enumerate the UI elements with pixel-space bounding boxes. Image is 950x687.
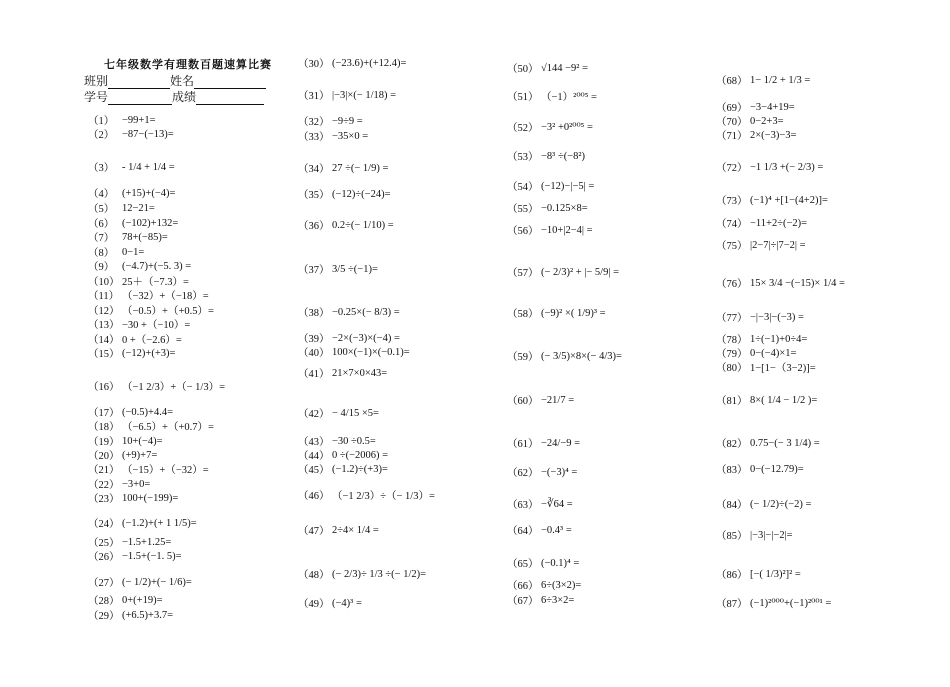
- problem-row: [298, 488, 435, 502]
- problem-expression: −|−3|−(−3) =: [750, 311, 804, 323]
- problem-expression: 1−[1−（3−2)]=: [750, 362, 816, 374]
- problem-number: （31）: [298, 90, 330, 102]
- problem-row: [507, 179, 594, 193]
- problem-number: （3）: [88, 162, 115, 174]
- problem-row: [298, 345, 410, 359]
- problem-expression: （−15）+（−32）=: [122, 464, 209, 476]
- problem-number: （14）: [88, 334, 120, 346]
- problem-number: （36）: [298, 220, 330, 232]
- problem-expression: 0−(−4)×1=: [750, 347, 797, 359]
- problem-expression: 0.2÷(− 1/10) =: [332, 219, 394, 231]
- problem-expression: −1.5+1.25=: [122, 536, 172, 548]
- score-blank[interactable]: [196, 92, 264, 105]
- problem-row: [716, 436, 820, 450]
- problem-expression: （−1 2/3）÷（− 1/3）=: [332, 490, 435, 502]
- problem-row: [88, 575, 192, 589]
- problem-expression: 1− 1/2 + 1/3 =: [750, 74, 811, 86]
- problem-expression: (+6.5)+3.7=: [122, 609, 174, 621]
- page-title: 七年级数学有理数百题速算比赛: [104, 59, 272, 71]
- problem-expression: (− 2/3)² + |− 5/9| =: [541, 266, 619, 278]
- problem-number: （8）: [88, 247, 115, 259]
- problem-number: （37）: [298, 264, 330, 276]
- problem-row: [88, 259, 191, 273]
- problem-row: [507, 223, 593, 237]
- problem-number: （58）: [507, 308, 539, 320]
- problem-row: [88, 216, 178, 230]
- problem-row: [507, 306, 606, 320]
- problem-row: [716, 160, 823, 174]
- problem-expression: 100+(−199)=: [122, 492, 179, 504]
- problem-expression: （−1）²⁰⁰⁵ =: [541, 91, 597, 103]
- problem-row: [507, 593, 574, 607]
- problem-expression: (−1)⁴ +[1−(4+2)]=: [750, 194, 828, 206]
- problem-expression: 100×(−1)×(−0.1)=: [332, 346, 410, 358]
- problem-expression: −24/−9 =: [541, 437, 581, 449]
- problem-number: （50）: [507, 63, 539, 75]
- problem-row: [88, 491, 178, 505]
- problem-number: （83）: [716, 464, 748, 476]
- problem-row: [88, 303, 214, 317]
- problem-number: （56）: [507, 225, 539, 237]
- problem-row: [88, 419, 214, 433]
- problem-number: （75）: [716, 240, 748, 252]
- problem-expression: −11+2÷(−2)=: [750, 217, 808, 229]
- problem-number: （68）: [716, 75, 748, 87]
- problem-number: （59）: [507, 351, 539, 363]
- problem-expression: 21×7×0×43=: [332, 367, 388, 379]
- problem-number: （17）: [88, 407, 120, 419]
- problem-number: （39）: [298, 333, 330, 345]
- problem-expression: 12−21=: [122, 202, 155, 214]
- problem-expression: −0.125×8=: [541, 202, 588, 214]
- problem-expression: |−3|−|−2|=: [750, 529, 793, 541]
- problem-row: [716, 216, 807, 230]
- problem-row: [88, 535, 171, 549]
- problem-expression: 0+(+19)=: [122, 594, 163, 606]
- problem-row: [716, 238, 806, 252]
- problem-number: （16）: [88, 381, 120, 393]
- problem-expression: (−9)² ×( 1/9)³ =: [541, 307, 606, 319]
- id-blank[interactable]: [108, 92, 172, 105]
- problem-expression: −35×0 =: [332, 130, 369, 142]
- problem-expression: [−( 1/3)²]² =: [750, 568, 801, 580]
- problem-expression: 2÷4× 1/4 =: [332, 524, 379, 536]
- problem-row: [88, 317, 190, 331]
- id-label: 学号: [84, 90, 109, 104]
- problem-number: （2）: [88, 129, 115, 141]
- problem-expression: (−1.2)+(+ 1 1/5)=: [122, 517, 197, 529]
- problem-number: （42）: [298, 408, 330, 420]
- problem-row: [88, 186, 175, 200]
- problem-number: （13）: [88, 319, 120, 331]
- problem-number: （41）: [298, 368, 330, 380]
- problem-row: [88, 160, 175, 174]
- problem-row: [88, 608, 173, 622]
- problem-expression: （−1 2/3）+（− 1/3）=: [122, 381, 226, 393]
- problem-row: [88, 245, 144, 259]
- problem-number: （49）: [298, 598, 330, 610]
- problem-expression: （−0.5）+（+0.5）=: [122, 305, 214, 317]
- problem-expression: −99+1=: [122, 114, 156, 126]
- problem-number: （61）: [507, 438, 539, 450]
- problem-expression: −1.5+(−1. 5)=: [122, 550, 182, 562]
- problem-row: [507, 61, 588, 75]
- problem-number: （62）: [507, 467, 539, 479]
- problem-row: [88, 516, 197, 530]
- problem-row: [716, 497, 811, 511]
- problem-row: [716, 193, 828, 207]
- problem-expression: −21/7 =: [541, 394, 575, 406]
- problem-row: [507, 556, 579, 570]
- problem-number: （54）: [507, 181, 539, 193]
- problem-number: （79）: [716, 348, 748, 360]
- problem-number: （80）: [716, 362, 748, 374]
- problem-number: （85）: [716, 530, 748, 542]
- problem-number: （81）: [716, 395, 748, 407]
- problem-row: [716, 310, 804, 324]
- problem-row: [716, 73, 810, 87]
- problem-number: （26）: [88, 551, 120, 563]
- problem-row: [298, 56, 406, 70]
- problem-expression: (− 1/2)÷(−2) =: [750, 498, 812, 510]
- problem-row: [88, 230, 168, 244]
- problem-number: （53）: [507, 151, 539, 163]
- problem-number: （23）: [88, 493, 120, 505]
- problem-row: [298, 305, 400, 319]
- problem-expression: (− 2/3)÷ 1/3 ÷(− 1/2)=: [332, 568, 427, 580]
- problem-number: （84）: [716, 499, 748, 511]
- problem-row: [88, 462, 209, 476]
- problem-row: [507, 120, 593, 134]
- problem-expression: 6÷(3×2)=: [541, 579, 582, 591]
- problem-expression: 0−2+3=: [750, 115, 784, 127]
- score-label: 成绩: [172, 90, 197, 104]
- problem-row: [507, 89, 597, 103]
- problem-row: [298, 218, 394, 232]
- problem-number: （1）: [88, 115, 115, 127]
- problem-number: （43）: [298, 436, 330, 448]
- problem-number: （70）: [716, 116, 748, 128]
- id-score-row: [84, 88, 264, 105]
- problem-expression: 27 ÷(− 1/9) =: [332, 162, 389, 174]
- problem-number: （24）: [88, 518, 120, 530]
- problem-expression: 15× 3/4 −(−15)× 1/4 =: [750, 277, 845, 289]
- problem-number: （71）: [716, 130, 748, 142]
- problem-expression: −∛64 =: [541, 499, 573, 510]
- problem-row: [507, 265, 619, 279]
- problem-number: （9）: [88, 261, 115, 273]
- problem-row: [716, 462, 804, 476]
- problem-expression: (−12)+(+3)=: [122, 347, 176, 359]
- problem-number: （45）: [298, 464, 330, 476]
- problem-row: [88, 434, 163, 448]
- problem-number: （38）: [298, 307, 330, 319]
- problem-row: [298, 434, 376, 448]
- problem-number: （44）: [298, 450, 330, 462]
- problem-row: [298, 523, 379, 537]
- problem-row: [507, 393, 574, 407]
- problem-expression: −0.25×(− 8/3) =: [332, 306, 400, 318]
- problem-row: [716, 567, 801, 581]
- problem-row: [88, 127, 174, 141]
- problem-row: [507, 436, 580, 450]
- problem-number: （51）: [507, 91, 539, 103]
- problem-expression: (−0.1)⁴ =: [541, 557, 580, 569]
- problem-number: （34）: [298, 163, 330, 175]
- problem-number: （73）: [716, 195, 748, 207]
- problem-row: [298, 406, 379, 420]
- problem-row: [716, 346, 796, 360]
- problem-number: （29）: [88, 610, 120, 622]
- problem-expression: −3−4+19=: [750, 101, 795, 113]
- problem-expression: −30 +（−10）=: [122, 319, 191, 331]
- problem-number: （15）: [88, 348, 120, 360]
- problem-row: [298, 596, 362, 610]
- problem-row: [88, 448, 157, 462]
- problem-expression: 6÷3×2=: [541, 594, 575, 606]
- problem-row: [507, 201, 588, 215]
- problem-number: （22）: [88, 479, 120, 491]
- problem-number: （67）: [507, 595, 539, 607]
- problem-expression: 0 ÷(−2006) =: [332, 449, 389, 461]
- problem-number: （27）: [88, 577, 120, 589]
- problem-row: [88, 405, 173, 419]
- problem-row: [507, 349, 622, 363]
- problem-expression: 78+(−85)=: [122, 231, 168, 243]
- problem-expression: 8×( 1/4 − 1/2 )=: [750, 394, 818, 406]
- problem-number: （57）: [507, 267, 539, 279]
- problem-expression: −8³ ÷(−8²): [541, 150, 586, 162]
- problem-expression: (+15)+(−4)=: [122, 187, 176, 199]
- problem-row: [298, 114, 363, 128]
- problem-expression: (− 1/2)+(− 1/6)=: [122, 576, 192, 588]
- problem-expression: −0.4³ =: [541, 524, 572, 536]
- problem-row: [716, 596, 831, 610]
- problem-expression: −9÷9 =: [332, 115, 363, 127]
- problem-expression: (+9)+7=: [122, 449, 158, 461]
- problem-expression: 2×(−3)−3=: [750, 129, 797, 141]
- problem-number: （64）: [507, 525, 539, 537]
- problem-number: （82）: [716, 438, 748, 450]
- problem-row: [88, 379, 225, 393]
- problem-row: [88, 274, 189, 288]
- problem-number: （12）: [88, 305, 120, 317]
- problem-number: （74）: [716, 218, 748, 230]
- problem-number: （33）: [298, 131, 330, 143]
- problem-expression: −1 1/3 +(− 2/3) =: [750, 161, 824, 173]
- problem-number: （32）: [298, 116, 330, 128]
- problem-number: （87）: [716, 598, 748, 610]
- problem-expression: −2×(−3)×(−4) =: [332, 332, 400, 344]
- problem-expression: （−32）+（−18）=: [122, 290, 209, 302]
- problem-row: [88, 477, 150, 491]
- problem-expression: √144 −9² =: [541, 62, 589, 74]
- problem-expression: −(−3)⁴ =: [541, 466, 578, 478]
- problem-row: [716, 100, 795, 114]
- problem-expression: 25＋（−7.3）=: [122, 276, 189, 288]
- problem-number: （20）: [88, 450, 120, 462]
- problem-number: （55）: [507, 203, 539, 215]
- problem-number: （7）: [88, 232, 115, 244]
- problem-number: （40）: [298, 347, 330, 359]
- problem-number: （10）: [88, 276, 120, 288]
- problem-number: （69）: [716, 102, 748, 114]
- problem-expression: (−12)÷(−24)=: [332, 188, 391, 200]
- problem-number: （76）: [716, 278, 748, 290]
- problem-row: [298, 262, 378, 276]
- problem-number: （21）: [88, 464, 120, 476]
- problem-row: [298, 331, 400, 345]
- problem-expression: (−4)³ =: [332, 597, 362, 609]
- problem-expression: |2−7|÷|7−2| =: [750, 239, 806, 251]
- problem-number: （47）: [298, 525, 330, 537]
- problem-row: [507, 465, 577, 479]
- problem-row: [88, 113, 156, 127]
- problem-number: （86）: [716, 569, 748, 581]
- problem-expression: (−102)+132=: [122, 217, 179, 229]
- problem-expression: −10+|2−4| =: [541, 224, 593, 236]
- problem-expression: (−1)²⁰⁰⁰+(−1)²⁰⁰¹ =: [750, 598, 832, 609]
- problem-row: [716, 128, 796, 142]
- problem-number: （28）: [88, 595, 120, 607]
- problem-expression: − 4/15 ×5=: [332, 407, 379, 419]
- problem-row: [507, 149, 585, 163]
- problem-row: [298, 448, 388, 462]
- problem-row: [88, 288, 209, 302]
- problem-row: [298, 161, 388, 175]
- problem-row: [88, 332, 182, 346]
- problem-number: （63）: [507, 499, 539, 511]
- problem-expression: |−3|×(− 1/18) =: [332, 89, 397, 101]
- problem-expression: 0−1=: [122, 246, 145, 258]
- problem-number: （18）: [88, 421, 120, 433]
- problem-number: （35）: [298, 189, 330, 201]
- problem-row: [716, 332, 807, 346]
- problem-number: （11）: [88, 290, 120, 302]
- problem-row: [716, 276, 845, 290]
- problem-number: （52）: [507, 122, 539, 134]
- problem-row: [298, 187, 391, 201]
- problem-number: （4）: [88, 188, 115, 200]
- problem-row: [716, 114, 784, 128]
- problem-expression: (−23.6)+(+12.4)=: [332, 57, 407, 69]
- problem-number: （78）: [716, 334, 748, 346]
- problem-number: （25）: [88, 537, 120, 549]
- problem-row: [88, 346, 175, 360]
- problem-expression: −87−(−13)=: [122, 128, 174, 140]
- problem-expression: (−1.2)÷(+3)=: [332, 463, 388, 475]
- problem-expression: (−4.7)+(−5. 3) =: [122, 260, 192, 272]
- problem-expression: 3/5 ÷(−1)=: [332, 263, 378, 275]
- problem-number: （72）: [716, 162, 748, 174]
- problem-row: [298, 129, 368, 143]
- problem-row: [507, 578, 581, 592]
- problem-expression: 10+(−4)=: [122, 435, 163, 447]
- problem-expression: (−12)−|−5| =: [541, 180, 595, 192]
- problem-row: [507, 497, 573, 511]
- problem-number: （30）: [298, 58, 330, 70]
- problem-expression: −30 ÷0.5=: [332, 435, 376, 447]
- problem-expression: 0−(−12.79)=: [750, 463, 804, 475]
- problem-expression: （−6.5）+（+0.7）=: [122, 421, 214, 433]
- problem-row: [88, 201, 155, 215]
- problem-row: [298, 462, 388, 476]
- problem-row: [88, 549, 182, 563]
- class-name-row: [84, 72, 266, 89]
- problem-number: （19）: [88, 436, 120, 448]
- problem-expression: −3² +0²⁰⁰⁵ =: [541, 122, 593, 133]
- problem-row: [88, 593, 163, 607]
- problem-expression: 0 +（−2.6）=: [122, 334, 182, 346]
- problem-expression: 0.75−(− 3 1/4) =: [750, 437, 820, 449]
- problem-row: [507, 523, 572, 537]
- problem-expression: - 1/4 + 1/4 =: [122, 161, 175, 173]
- problem-number: （48）: [298, 569, 330, 581]
- name-label: 姓名: [170, 74, 195, 88]
- problem-expression: −3+0=: [122, 478, 151, 490]
- problem-expression: (− 3/5)×8×(− 4/3)=: [541, 350, 622, 362]
- problem-row: [716, 528, 793, 542]
- problem-row: [716, 393, 817, 407]
- class-label: 班别: [84, 74, 109, 88]
- problem-row: [716, 360, 816, 374]
- problem-number: （46）: [298, 490, 330, 502]
- problem-number: （65）: [507, 558, 539, 570]
- problem-row: [298, 88, 396, 102]
- problem-number: （66）: [507, 580, 539, 592]
- problem-row: [298, 366, 387, 380]
- problem-number: （5）: [88, 203, 115, 215]
- problem-row: [298, 567, 426, 581]
- problem-expression: 1÷(−1)+0÷4=: [750, 333, 808, 345]
- problem-number: （6）: [88, 218, 115, 230]
- problem-expression: (−0.5)+4.4=: [122, 406, 174, 418]
- problem-number: （60）: [507, 395, 539, 407]
- problem-number: （77）: [716, 312, 748, 324]
